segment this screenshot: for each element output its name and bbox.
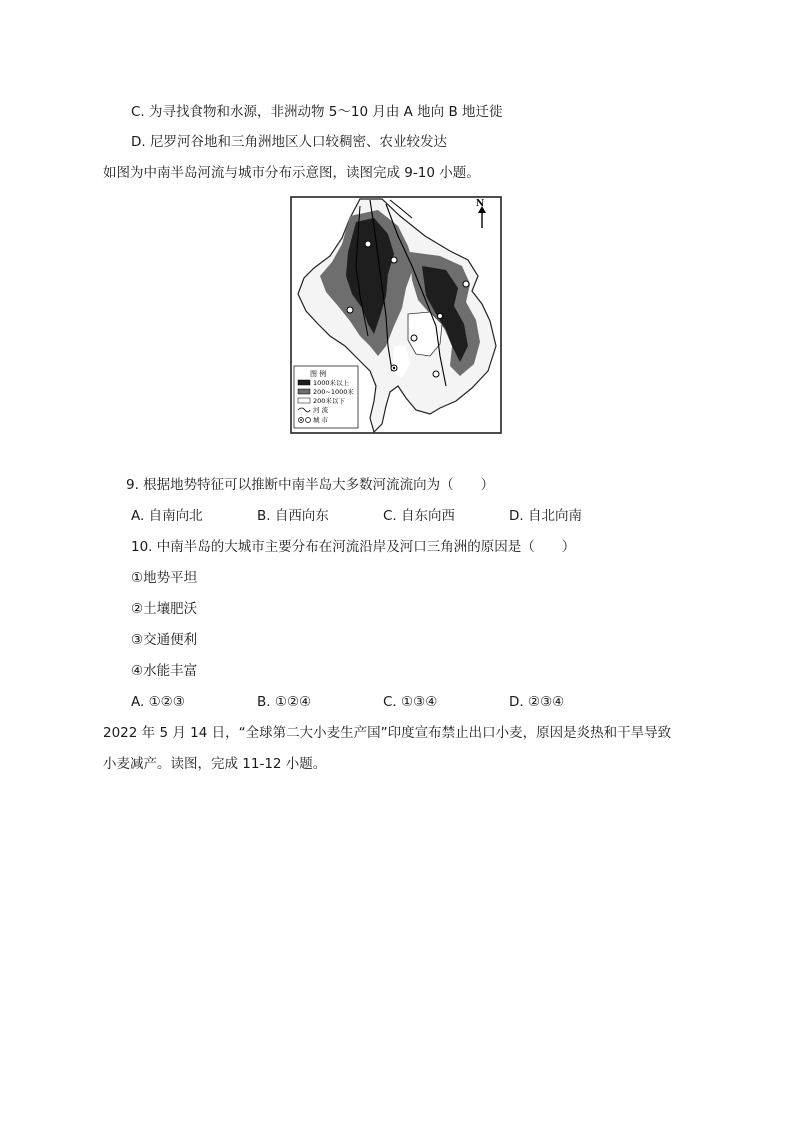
map-legend bbox=[294, 366, 358, 428]
intro-11-12-line2: 小麦减产。读图，完成 11-12 小题。 bbox=[103, 756, 327, 772]
q10-option-b: B. ①②④ bbox=[257, 694, 312, 710]
capital-dot bbox=[393, 367, 395, 369]
legend-item-high: 1000米以上 bbox=[313, 379, 350, 387]
legend-item-city: 城 市 bbox=[313, 416, 329, 424]
city-marker bbox=[391, 257, 397, 263]
option-c-prev: C. 为寻找食物和水源，非洲动物 5～10 月由 A 地向 B 地迁徙 bbox=[131, 104, 503, 120]
q9-option-d: D. 自北向南 bbox=[509, 508, 582, 524]
indochina-map-figure bbox=[290, 196, 502, 434]
q10-item-1: ①地势平坦 bbox=[131, 570, 198, 586]
city-marker bbox=[411, 335, 417, 341]
legend-item-mid: 200~1000米 bbox=[313, 388, 354, 396]
q10-item-4: ④水能丰富 bbox=[131, 663, 198, 679]
city-marker bbox=[463, 281, 469, 287]
intro-11-12-line1: 2022 年 5 月 14 日，“全球第二大小麦生产国”印度宣布禁止出口小麦，原因是炎热和干旱导致 bbox=[103, 725, 672, 741]
legend-swatch-high bbox=[298, 380, 310, 385]
option-d-prev: D. 尼罗河谷地和三角洲地区人口较稠密、农业较发达 bbox=[131, 134, 447, 150]
q9-option-c: C. 自东向西 bbox=[383, 508, 456, 524]
q10-option-c: C. ①③④ bbox=[383, 694, 438, 710]
legend-title: 图 例 bbox=[310, 370, 327, 378]
q9-option-a: A. 自南向北 bbox=[131, 508, 203, 524]
q10-option-d: D. ②③④ bbox=[509, 694, 565, 710]
legend-city-icon bbox=[306, 418, 311, 423]
city-marker bbox=[365, 241, 371, 247]
legend-swatch-low bbox=[298, 398, 310, 403]
legend-item-river: 河 流 bbox=[313, 406, 329, 414]
map-svg bbox=[290, 196, 502, 434]
q10-stem: 10. 中南半岛的大城市主要分布在河流沿岸及河口三角洲的原因是（ ） bbox=[131, 539, 576, 555]
q10-option-a: A. ①②③ bbox=[131, 694, 185, 710]
q10-item-2: ②土壤肥沃 bbox=[131, 601, 198, 617]
intro-9-10: 如图为中南半岛河流与城市分布示意图，读图完成 9-10 小题。 bbox=[103, 165, 480, 181]
north-label: N bbox=[476, 199, 485, 209]
q9-stem: 9. 根据地势特征可以推断中南半岛大多数河流流向为（ ） bbox=[126, 477, 495, 493]
city-marker bbox=[433, 371, 439, 377]
city-marker bbox=[347, 307, 353, 313]
q9-option-b: B. 自西向东 bbox=[257, 508, 329, 524]
city-marker bbox=[438, 314, 443, 319]
q10-item-3: ③交通便利 bbox=[131, 632, 198, 648]
legend-item-low: 200米以下 bbox=[313, 397, 345, 405]
legend-swatch-mid bbox=[298, 389, 310, 394]
